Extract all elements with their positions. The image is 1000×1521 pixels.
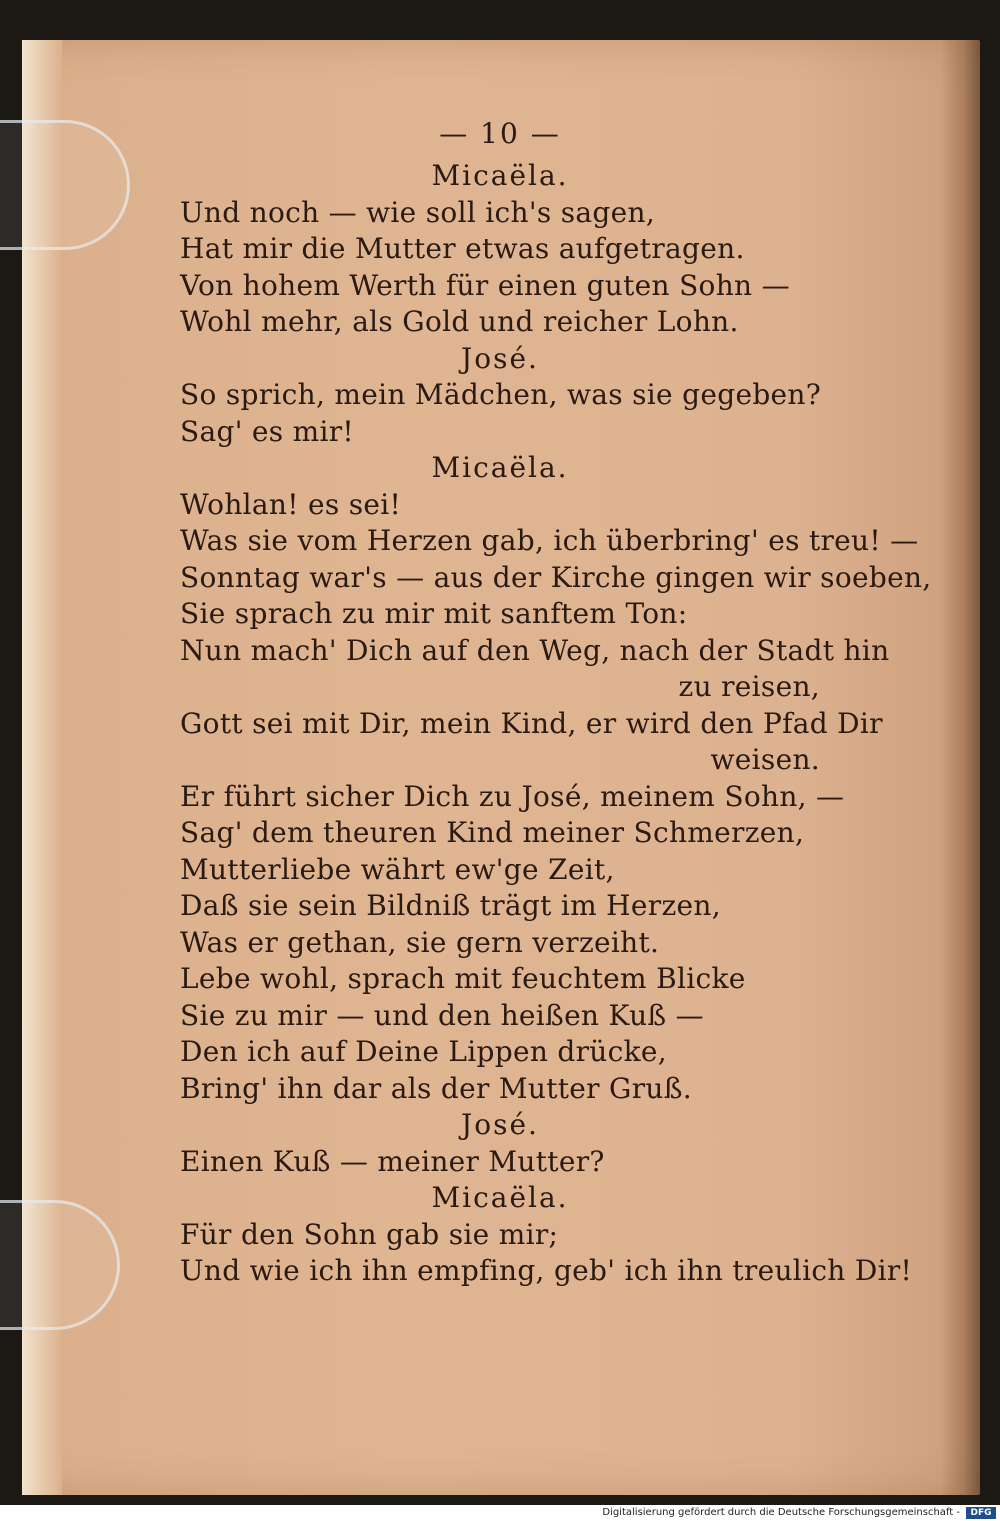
verse-line: Für den Sohn gab sie mir; (180, 1217, 559, 1251)
verse-line: zu reisen, (678, 670, 820, 703)
verse-line: Sag' es mir! (180, 414, 354, 448)
verse-line: Hat mir die Mutter etwas aufgetragen. (180, 232, 745, 265)
verse-line: Bring' ihn dar als der Mutter Gruß. (180, 1071, 692, 1105)
verse-line: Wohlan! es sei! (180, 487, 402, 521)
verse-line: Wohl mehr, als Gold und reicher Lohn. (180, 305, 739, 338)
verse-line: Sie zu mir — und den heißen Kuß — (180, 998, 704, 1032)
verse-line: Den ich auf Deine Lippen drücke, (180, 1035, 667, 1068)
verse-line: Sonntag war's — aus der Kirche gingen wir soeben, (180, 560, 932, 594)
speaker-name: Micaëla. (431, 1181, 569, 1214)
verse-line: Was sie vom Herzen gab, ich überbring' es treu! — (180, 524, 919, 557)
verse-line: Lebe wohl, sprach mit feuchtem Blicke (180, 962, 746, 995)
verse-line: So sprich, mein Mädchen, was sie gegeben? (180, 378, 822, 411)
verse-line: Sie sprach zu mir mit sanftem Ton: (180, 597, 688, 630)
verse-line: Mutterliebe währt ew'ge Zeit, (180, 852, 615, 886)
speaker-name: José. (461, 1108, 539, 1141)
footer-bar (0, 1505, 1000, 1521)
speaker-name: Micaëla. (431, 451, 569, 484)
verse-line: Nun mach' Dich auf den Weg, nach der Stadt hin (180, 633, 890, 667)
book-spine-shadow (940, 40, 980, 1495)
verse-line: Einen Kuß — meiner Mutter? (180, 1144, 605, 1178)
page-number: — 10 — (439, 117, 561, 150)
verse-line: Von hohem Werth für einen guten Sohn — (180, 268, 790, 302)
verse-line: Und noch — wie soll ich's sagen, (180, 195, 656, 229)
speaker-name: Micaëla. (431, 159, 569, 192)
libretto-text (180, 110, 932, 1290)
verse-lines (180, 158, 932, 1290)
footer-credit: Digitalisierung gefördert durch die Deutsche Forschungsgemeinschaft - (602, 1507, 960, 1518)
verse-line: weisen. (710, 743, 820, 776)
verse-line: Sag' dem theuren Kind meiner Schmerzen, (180, 816, 805, 849)
paper-clip-top (0, 120, 130, 250)
verse-line: Gott sei mit Dir, mein Kind, er wird den Pfad Dir (180, 706, 883, 740)
verse-line: Was er gethan, sie gern verzeiht. (180, 925, 660, 959)
dfg-logo: DFG (966, 1507, 996, 1519)
verse-line: Und wie ich ihn empfing, geb' ich ihn treulich Dir! (180, 1254, 913, 1287)
verse-line: Daß sie sein Bildniß trägt im Herzen, (180, 889, 721, 922)
verse-line: Er führt sicher Dich zu José, meinem Sohn, — (180, 779, 845, 813)
speaker-name: José. (461, 341, 539, 375)
